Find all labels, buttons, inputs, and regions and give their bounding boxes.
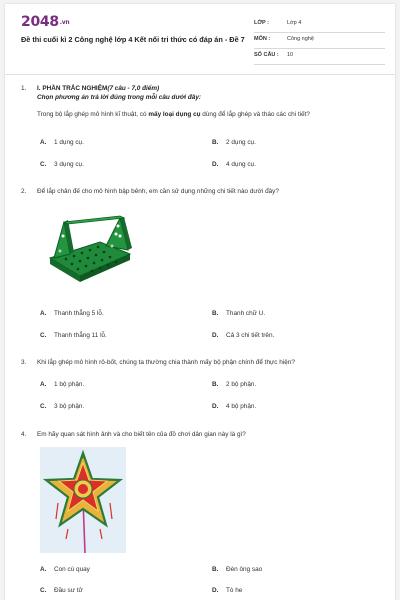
section-instruction: Chọn phương án trả lời đúng trong mỗi câu dưới đây: xyxy=(37,94,202,101)
meta-row-class xyxy=(254,17,385,33)
option-letter: C. xyxy=(40,587,47,594)
meta-key: SỐ CÂU : xyxy=(254,52,279,58)
option-text: 3 dụng cụ. xyxy=(54,161,84,168)
star-lantern-illustration xyxy=(40,447,126,553)
option-text: Cả 3 chi tiết trên. xyxy=(226,332,275,339)
question-text: Em hãy quan sát hình ảnh và cho biết tên của đồ chơi dân gian này là gì? xyxy=(37,431,246,438)
option-text: 1 bộ phận. xyxy=(54,381,85,388)
question-number: 4. xyxy=(21,431,27,438)
option-letter: B. xyxy=(212,381,219,388)
option-letter: A. xyxy=(40,310,47,317)
meta-value: Công nghệ xyxy=(287,36,314,42)
question-text: Khi lắp ghép mô hình rô-bốt, chúng ta thường chia thành mấy bộ phận chính để thực hiện? xyxy=(37,359,295,366)
option-letter: A. xyxy=(40,139,47,146)
option-text: 2 bộ phận. xyxy=(226,381,257,388)
section-time: (7 câu - 7,0 điểm) xyxy=(107,85,160,92)
section-heading xyxy=(37,84,377,93)
meta-key: LỚP : xyxy=(254,20,269,26)
meta-value: Lớp 4 xyxy=(287,20,302,26)
option-text: Thanh thẳng 5 lỗ. xyxy=(54,310,104,317)
meta-row-count xyxy=(254,49,385,65)
option-text: Tò he xyxy=(226,587,243,594)
option-text: 1 dụng cụ. xyxy=(54,139,84,146)
option-text: 3 bộ phận. xyxy=(54,403,85,410)
option-letter: A. xyxy=(40,566,47,573)
header-divider xyxy=(5,74,395,75)
option-letter: A. xyxy=(40,381,47,388)
option-letter: D. xyxy=(212,403,219,410)
question-text-bold: mấy loại dụng cụ xyxy=(148,111,201,118)
question-text-part: Trong bộ lắp ghép mô hình kĩ thuật, có xyxy=(37,111,149,118)
meta-value: 10 xyxy=(287,52,294,58)
question-text: Để lắp chân đế cho mô hình bập bênh, em cần sử dụng những chi tiết nào dưới đây? xyxy=(37,188,279,195)
seesaw-base-illustration xyxy=(40,206,138,296)
question-text xyxy=(37,110,377,119)
logo-suffix: .vn xyxy=(59,18,70,26)
option-text: 4 dụng cụ. xyxy=(226,161,256,168)
option-letter: C. xyxy=(40,332,47,339)
option-letter: C. xyxy=(40,403,47,410)
seesaw-base-image xyxy=(40,206,138,296)
question-body xyxy=(37,84,377,119)
option-text: 4 bộ phận. xyxy=(226,403,257,410)
section-title: I. PHẦN TRẮC NGHIỆM xyxy=(37,85,108,92)
meta-key: MÔN : xyxy=(254,36,271,42)
exam-page xyxy=(5,4,395,600)
meta-row-subject xyxy=(254,33,385,49)
option-letter: B. xyxy=(212,566,219,573)
option-text: Thanh chữ U. xyxy=(226,310,266,317)
option-text: 2 dụng cụ. xyxy=(226,139,256,146)
option-text: Con cù quay xyxy=(54,566,90,573)
option-text: Thanh thẳng 11 lỗ. xyxy=(54,332,107,339)
option-letter: B. xyxy=(212,139,219,146)
question-text-part: dùng để lắp ghép và tháo các chi tiết? xyxy=(200,111,310,118)
option-letter: B. xyxy=(212,310,219,317)
logo-text: 2048 xyxy=(21,14,59,30)
site-logo[interactable] xyxy=(21,14,69,30)
question-number: 2. xyxy=(21,188,27,195)
exam-meta xyxy=(254,17,385,65)
star-lantern-image xyxy=(40,447,126,553)
option-letter: D. xyxy=(212,332,219,339)
option-letter: C. xyxy=(40,161,47,168)
question-number: 1. xyxy=(21,85,27,92)
option-letter: D. xyxy=(212,587,219,594)
option-text: Đầu sư tử xyxy=(54,587,83,594)
page-title: Đề thi cuối kì 2 Công nghệ lớp 4 Kết nối tri thức có đáp án - Đề 7 xyxy=(21,35,245,44)
option-text: Đèn ông sao xyxy=(226,566,263,573)
question-number: 3. xyxy=(21,359,27,366)
option-letter: D. xyxy=(212,161,219,168)
